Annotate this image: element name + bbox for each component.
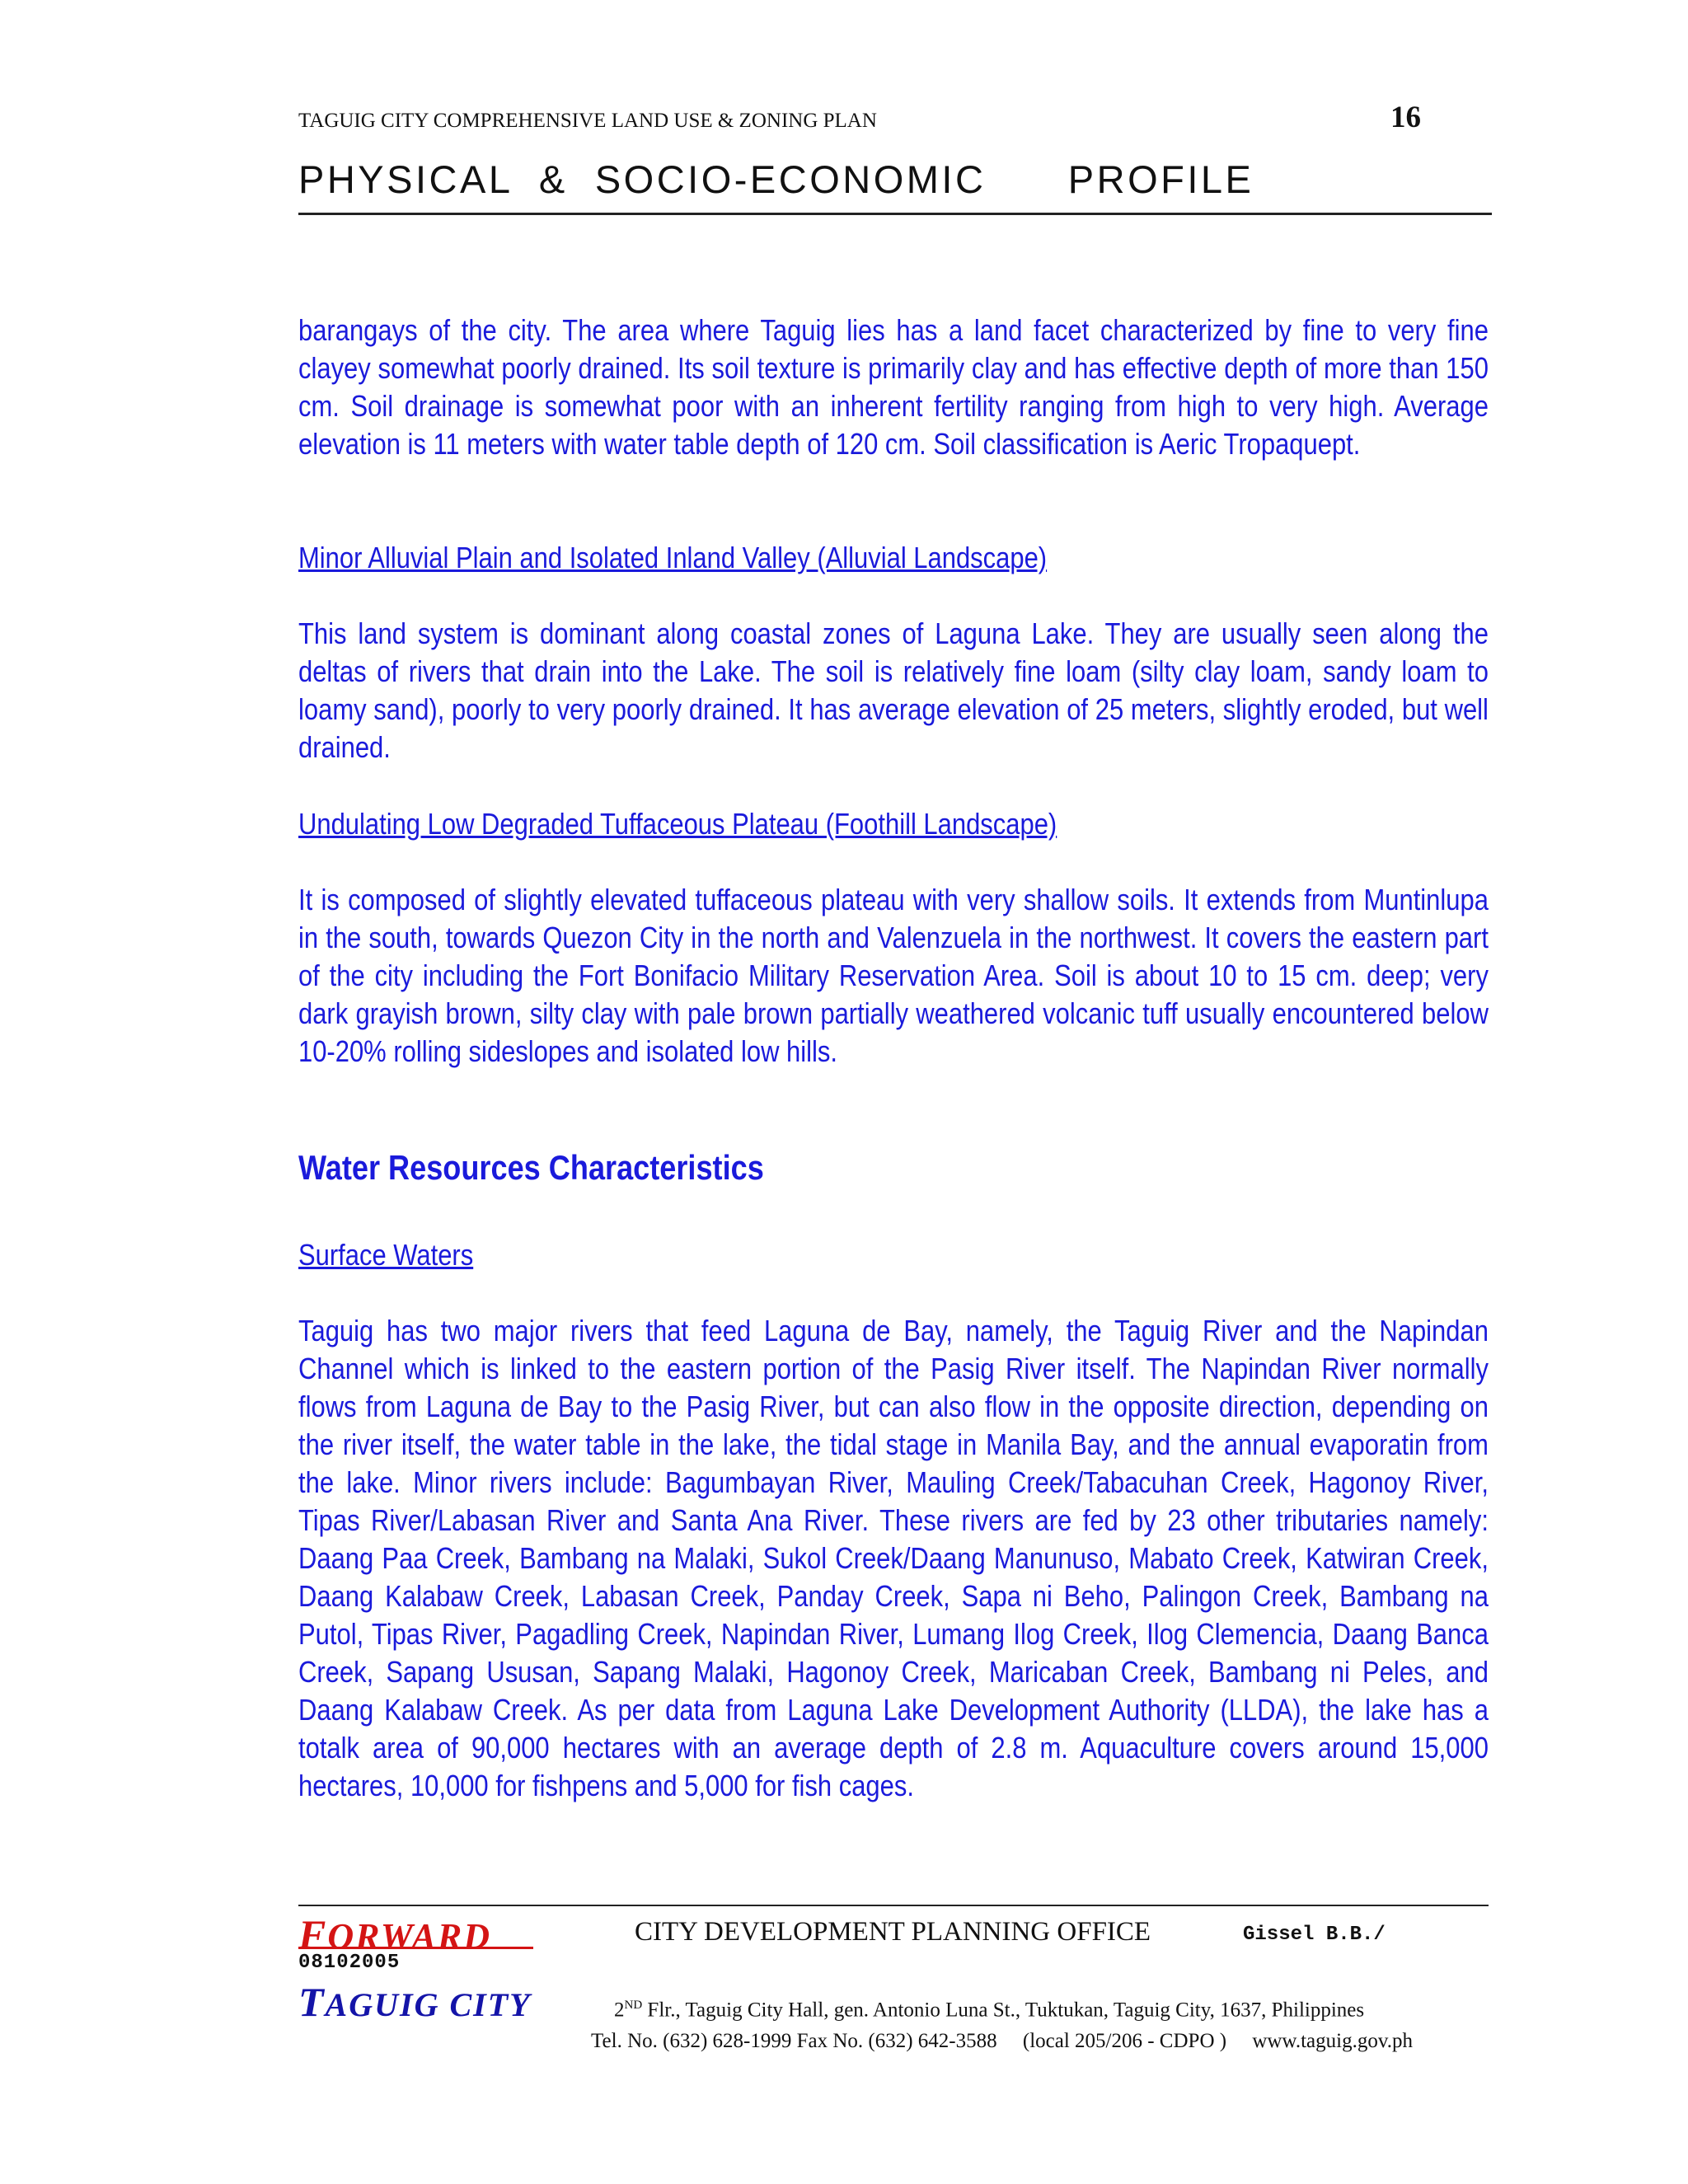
section-heading-water-resources: Water Resources Characteristics [298, 1148, 764, 1187]
footer-divider [298, 1905, 1489, 1906]
footer-office-name: CITY DEVELOPMENT PLANNING OFFICE [635, 1917, 1151, 1947]
paragraph-surface-waters: Taguig has two major rivers that feed Laguna de Bay, namely, the Taguig River and the Napindan Channel which is linked to the eastern portion of the Pasig River itself. The Napindan River normally flows from Laguna de Bay to the Pasig River, but can also flow in the opposite direction, depending on the river itself, the water table in the lake, the tidal stage in Manila Bay, and the annual evaporatin from the lake. Minor rivers include: Bagumbayan River, Mauling Creek/Tabacuhan Creek, Hagonoy River, Tipas River/Labasan River and Santa Ana River. These rivers are fed by 23 other tributaries namely: Daang Paa Creek, Bambang na Malaki, Sukol Creek/Daang Manunuso, Mabato Creek, Katwiran Creek, Daang Kalabaw Creek, Labasan Creek, Panday Creek, Sapa ni Beho, Palingon Creek, Bambang na Putol, Tipas River, Pagadling Creek, Napindan River, Lumang Ilog Creek, Ilog Clemencia, Daang Banca Creek, Sapang Ususan, Sapang Malaki, Hagonoy Creek, Maricaban Creek, Bambang ni Peles, and Daang Kalabaw Creek. As per data from Laguna Lake Development Authority (LLDA), the lake has a totalk area of 90,000 hectares with an average depth of 2.8 m. Aquaculture covers around 15,000 hectares, 10,000 for fishpens and 5,000 for fish cages. [298, 1314, 1489, 1802]
page-number: 16 [1390, 101, 1421, 134]
forward-logo-rest: ORWARD [327, 1916, 492, 1957]
address-floor-suffix: ND [624, 1999, 643, 2012]
taguig-logo-rest: AGUIG CITY [325, 1986, 532, 2023]
footer-address [614, 1999, 1364, 2022]
paragraph-alluvial-landscape: This land system is dominant along coastal zones of Laguna Lake. They are usually seen along the deltas of rivers that drain into the Lake. The soil is relatively fine loam (silty clay loam, sandy loam to loamy sand), poorly to very poorly drained. It has average elevation of 25 meters, slightly eroded, but well drained. [298, 616, 1489, 764]
address-floor-number: 2 [614, 1999, 625, 2022]
header-divider [298, 213, 1492, 215]
subheading-tuffaceous-plateau: Undulating Low Degraded Tuffaceous Plateau (Foothill Landscape) [298, 807, 1057, 841]
document-title: TAGUIG CITY COMPREHENSIVE LAND USE & ZONING PLAN [298, 110, 877, 132]
footer-author: Gissel B.B./ [1243, 1924, 1386, 1946]
section-banner-title: PHYSICAL & SOCIO-ECONOMIC PROFILE [298, 157, 1254, 201]
footer-contact: Tel. No. (632) 628-1999 Fax No. (632) 642-3588 (local 205/206 - CDPO ) www.taguig.gov.ph [591, 2030, 1413, 2052]
address-text: Flr., Taguig City Hall, gen. Antonio Luna St., Tuktukan, Taguig City, 1637, Philippines [642, 1999, 1365, 2022]
paragraph-soil-facet: barangays of the city. The area where Taguig lies has a land facet characterized by fine to very fine clayey somewhat poorly drained. Its soil texture is primarily clay and has effective depth of more than 150 cm. Soil drainage is somewhat poor with an inherent fertility ranging from high to very high. Average elevation is 11 meters with water table depth of 120 cm. Soil classification is Aeric Tropaquept. [298, 313, 1489, 461]
paragraph-foothill-landscape: It is composed of slightly elevated tuffaceous plateau with very shallow soils. It extends from Muntinlupa in the south, towards Quezon City in the north and Valenzuela in the northwest. It covers the eastern part of the city including the Fort Bonifacio Military Reservation Area. Soil is about 10 to 15 cm. deep; very dark grayish brown, silty clay with pale brown partially weathered volcanic tuff usually encountered below 10-20% rolling sideslopes and isolated low hills. [298, 883, 1489, 1068]
taguig-logo-initial: T [298, 1979, 326, 2025]
subheading-alluvial-plain: Minor Alluvial Plain and Isolated Inland Valley (Alluvial Landscape) [298, 541, 1048, 574]
subheading-surface-waters: Surface Waters [298, 1238, 474, 1272]
forward-logo-initial: F [298, 1911, 328, 1957]
footer-date-code: 08102005 [298, 1952, 401, 1974]
forward-logo-underline [298, 1947, 533, 1949]
taguig-city-logo [298, 1978, 532, 2026]
